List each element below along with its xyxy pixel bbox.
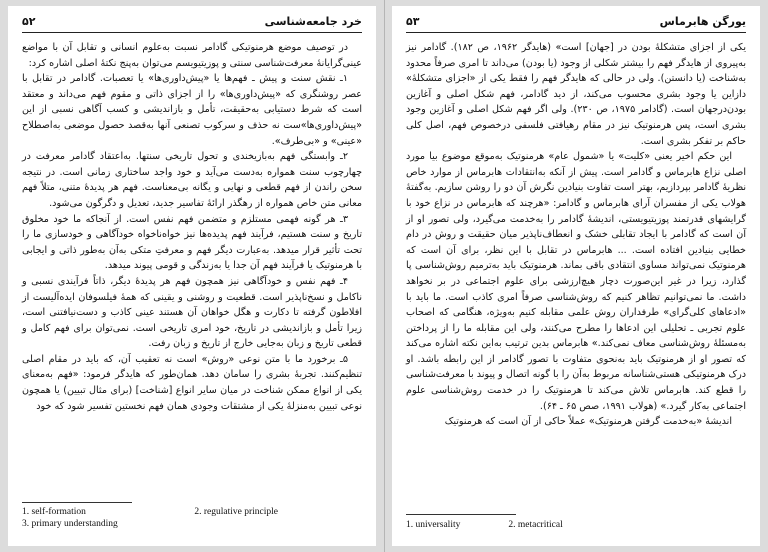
- paragraph: این حکم اخیر یعنی «کلیت» یا «شمول عام» هرمنوتیک به‌موقع موضوع بیا مورد اصلی نزاع هابرماس و گادامر است. پیش از آنکه به‌انتقادات هابرماس از موارد خاص نظریهٔ گادامر بپردازیم، بهتر است تفاوت بنیادین نگرش آن دو را روشن سازیم. به‌گفتهٔ هولاب یکی از مفسران آرای هابرماس و گادامر: «هرچند که هابرماس در نزاع خود با گرایشهای قدرتمند پوزیتیویستی، اندیشهٔ گادامر را به‌خدمت می‌گیرد، ولی تصور او از آن است که گادامر با ایجاد تقابلی خشک و انعطاف‌ناپذیر میان حقیقت و روش در دام خطایی بنیادین افتاده است. ... هابرماس در تقابل با این نظر، برای آن است که هرمنوتیک نمی‌تواند مساوی انتقادی باقی بماند. هرمنوتیک باید به‌ترمیم روش‌شناسی پا گذارد، زیرا در غیر این‌صورت دچار هیچ‌ارزشی برای علوم اجتماعی در بر نخواهد داشت. ما نمی‌توانیم تظاهر کنیم که روش‌شناسی صرفاً امری کاذب است. ما باید با «ادعاهای کلی‌گرای» طرفداران روش علمی مقابله کنیم به‌ویژه، هنگامی که اصحاب علوم تجربی ـ تحلیلی این ادعاها را مطرح می‌کنند، ولی این مقابله ما را از پرداختن به‌مسئلهٔ روش‌شناسی معاف نمی‌کند.» هابرماس بدین ترتیب به‌این نکته اشاره می‌کند که تصور او از هرمنوتیک باید به‌نحوی متفاوت با تصور گادامر از این رابطه باشد. او درک هرمنوتیکی هستی‌شناسانه مربوط به‌آن را با گونه اتصال و پیوند با معرفت‌شناسی را قطع کند. هابرماس تلاش می‌کند تا هرمنوتیک را در خدمت روش‌شناسی علوم اجتماعی به‌کار گیرد.» (هولاب ۱۹۹۱، صص ۶۵ ـ ۶۴).: [406, 151, 746, 412]
- paragraph: در توصیف موضع هرمنوتیکی گادامر نسبت به‌علوم انسانی و تقابل آن با مواضع عینی‌گرایانهٔ معرفت‌شناسی سنتی و پوزیتیویسم می‌توان به‌پنج نکتهٔ اصلی اشاره کرد:: [22, 42, 362, 69]
- left-page: [8, 6, 376, 546]
- paragraph: ۵ـ برخورد ما با متن نوعی «روش» است نه تعقیب آن، که باید در مقام اصلی تنظیم‌کنند. تجربهٔ بشری را سامان دهد. همان‌طور که هایدگر فرمود: «فهم به‌معنای یکی از انواع ممکن شناخت در میان سایر انواع [شناخت] (برای مثال تبیین) یا همچون نوعی تبیین به‌منزلهٔ یکی از مشتقات وجودی همان فهم نخستین تفسیر شود که خود: [22, 353, 362, 412]
- left-page-body: [22, 40, 362, 414]
- paragraph: ۲ـ وابستگی فهم به‌بازیخندی و تحول تاریخی سنتها. به‌اعتقاد گادامر معرفت در چهارچوب سنت همواره به‌دست می‌آید و خود واجد ساختاری زمانی است. در نتیجه سخن راندن از فهم قطعی و نهایی و یگانه بی‌معناست. فهم هر پدیدهٔ متنی، متلاً فهم معانی متن خاص همواره از رهگذر ارائهٔ تفاسیر جدید، تعدیل و دگرگون می‌شود.: [22, 151, 362, 209]
- footnote: 1. self-formation: [22, 507, 86, 517]
- paragraph: ۳ـ هر گونه فهمی مستلزم و متضمن فهم نفس است. از آنجاکه ما خود مخلوق تاریخ و سنت هستیم، فرآیند فهم پدیده‌ها نیز خواه‌ناخواه خودآگاهی و خودسازی ما را تحت تأثیر قرار میدهد. به‌عبارت دیگر فهم و معرفتِ متکی به‌آن به‌طور ذاتی و ایجابی با هرمنوتیک یا فرآیند فهم آن جدا یا به‌زندگی و قومی پیوند میدهد.: [22, 213, 362, 272]
- running-title: یورگن هابرماس: [659, 15, 746, 28]
- paragraph: ۱ـ نقش سنت و پیش ـ فهم‌ها یا «پیش‌داوری‌ها» یا تعصبات. گادامر در تقابل با عصر روشنگری که «پیش‌داوری‌ها» را از اجزای ذاتی و مقوم فهم می‌داند و معتقد است که شرط دستیابی به‌حقیقت، تأمل و بازاندیشی و کسب آگاهی نسبی از این «پیش‌داوری‌ها»ست نه حذف و سرکوب تصنعی آنها به‌قصد حصول موضعی به‌اصطلاح «عینی» و «بی‌طرف».: [22, 73, 362, 147]
- paragraph: یکی از اجزای متشکلهٔ بودن در [جهان] است» (هایدگر ۱۹۶۲، ص ۱۸۲). گادامر نیز به‌پیروی از هایدگر فهم را بیشتر شکلی از وجود (یا بودن) می‌داند تا امری صرفاً محدود به‌شناخت (یا دانستن). ولی در حالی که هایدگر فهم را فقط یکی از «اجزای متشکلهٔ» دازاین یا وجود بشری محسوب می‌کند، از دید گادامر، فهم شکل اصلی و آغازین بودن‌در‌جهان است. (گادامر ۱۹۷۵، ص ۲۳۰). ولی اگر فهم شکل اصلی و آغازین وجود بشری است، پس هرمنوتیک نیز در مقام رهیافتی فلسفی درخصوص فهم، اصل کلی حاکم بر تفکر بشری است.: [406, 42, 746, 147]
- footnote: 2. regulative principle: [194, 507, 278, 517]
- paragraph: ۴ـ فهم نفس و خودآگاهی نیز همچون فهم هر پدیدهٔ دیگر، ذاتاً فرآیندی نسبی و ناکامل و نسخ‌ناپذیر است. قطعیت و روشنی و یقینی که همهٔ فیلسوفان ایده‌آلیست از افلاطون گرفته تا دکارت و هگل خواهان آن هستند عینی کاذب و دست‌نیافتنی است، زیرا تأمل و بازاندیشی در تاریخ، خود امری تاریخی است. نمی‌توان برای فهم کامل و قطعی تاریخ و زبان به‌جایی خارج از تاریخ و زبان رفت.: [22, 275, 362, 350]
- footnote: 3. primary understanding: [22, 519, 118, 529]
- footnotes: [22, 506, 362, 530]
- footnote: 2. metacritical: [508, 520, 563, 530]
- right-page-body: [406, 40, 746, 430]
- footnote-rule: [406, 514, 516, 515]
- running-title: خرد جامعه‌شناسی: [264, 15, 362, 28]
- left-page-header: [22, 14, 362, 33]
- page-number: ۵۲: [22, 15, 36, 28]
- footnote-rule: [22, 502, 132, 503]
- paragraph: اندیشهٔ «به‌خدمت گرفتن هرمنوتیک» عملاً حاکی از آن است که هرمنوتیک: [444, 416, 732, 428]
- right-page-header: [406, 14, 746, 33]
- gutter: [384, 0, 385, 552]
- right-page: [392, 6, 760, 546]
- footnote: 1. universality: [406, 520, 461, 530]
- footnotes: [406, 519, 746, 531]
- page-number: ۵۳: [406, 15, 420, 28]
